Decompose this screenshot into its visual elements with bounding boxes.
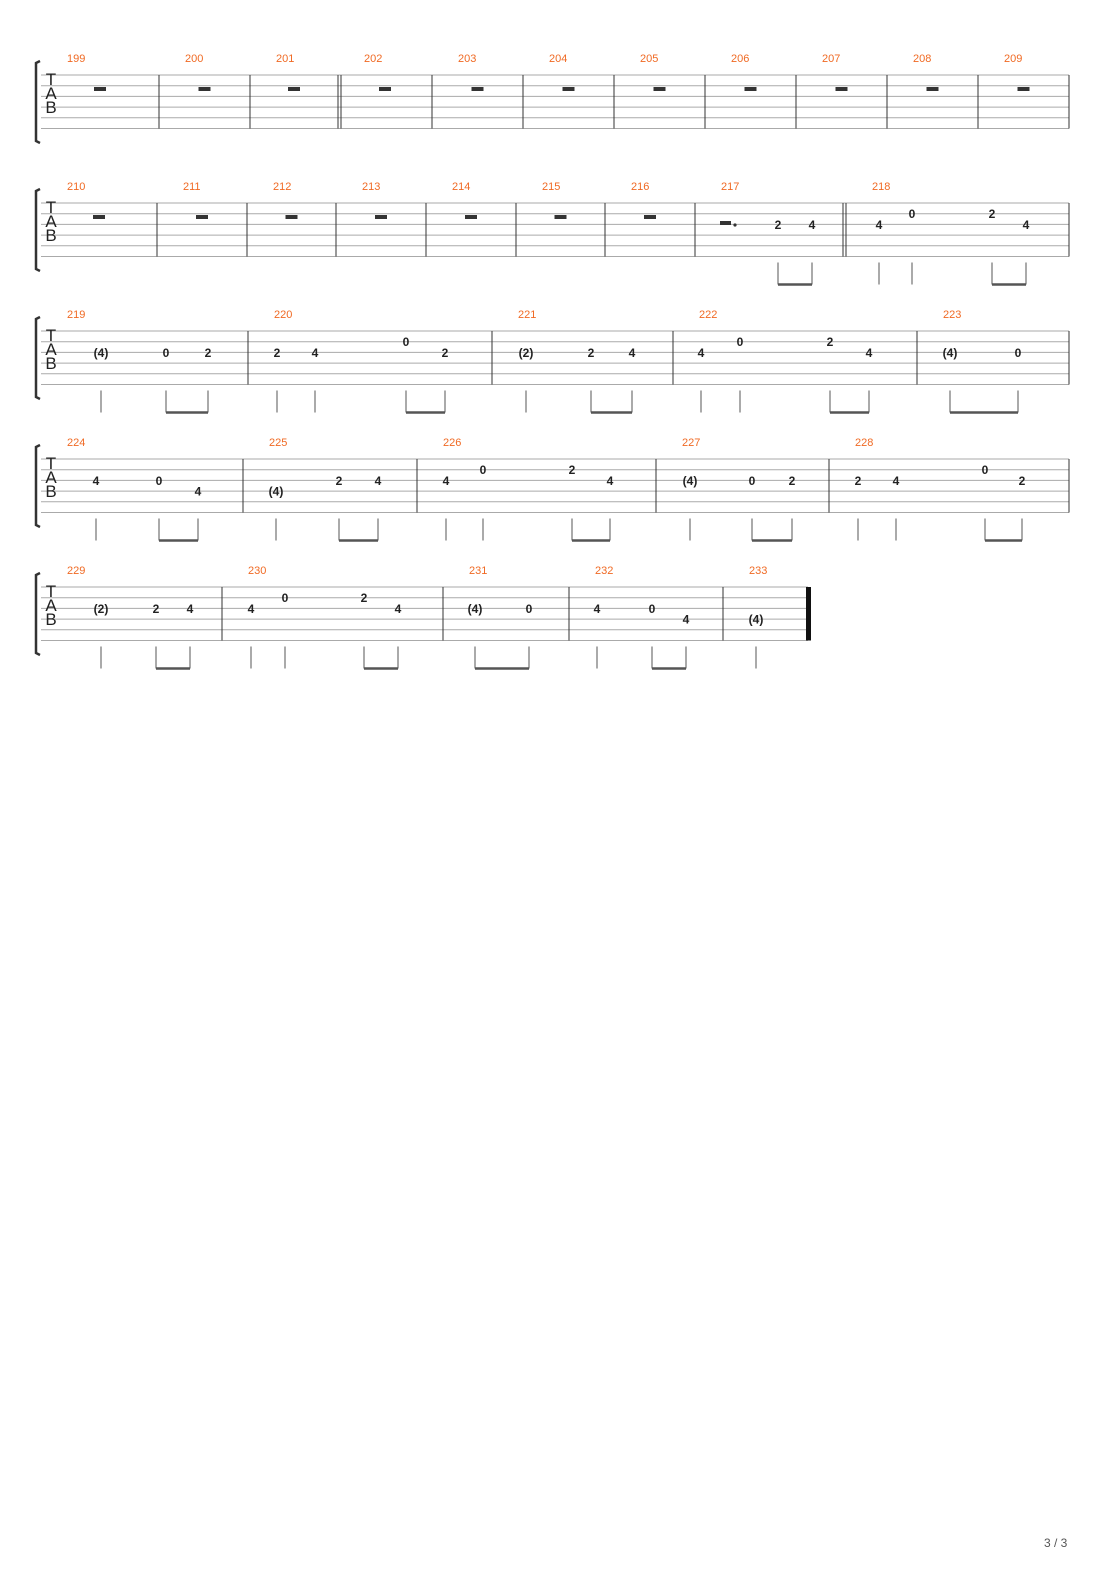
fret-number: 4	[606, 473, 614, 488]
whole-rest	[472, 87, 484, 91]
measure-number: 204	[549, 53, 568, 65]
page-number: 3 / 3	[1044, 1536, 1068, 1550]
fret-number: 4	[875, 217, 883, 232]
fret-number: 0	[1014, 345, 1022, 360]
fret-number: 0	[748, 473, 756, 488]
final-barline	[806, 587, 811, 641]
fret-number: 2	[273, 345, 281, 360]
whole-rest	[654, 87, 666, 91]
fret-number: 2	[441, 345, 449, 360]
measure-number: 207	[822, 53, 841, 65]
whole-rest	[1018, 87, 1030, 91]
rest-dot	[733, 223, 736, 226]
fret-number: 4	[892, 473, 900, 488]
fret-number: 4	[808, 217, 816, 232]
whole-rest	[745, 87, 757, 91]
measure-number: 221	[518, 309, 537, 321]
measure-number: 231	[469, 565, 488, 577]
fret-number: 2	[826, 335, 834, 350]
fret-number: (4)	[942, 345, 958, 360]
fret-number: 4	[186, 601, 194, 616]
tab-clef-letter: B	[45, 610, 57, 629]
system-bracket	[36, 573, 40, 655]
whole-rest	[379, 87, 391, 91]
measure-number: 214	[452, 181, 471, 193]
whole-rest	[199, 87, 211, 91]
fret-number: (4)	[93, 345, 109, 360]
fret-number: 2	[774, 217, 782, 232]
measure-number: 218	[872, 181, 891, 193]
fret-number: 2	[335, 473, 343, 488]
measure-number: 203	[458, 53, 477, 65]
tab-clef-letter: B	[45, 226, 57, 245]
whole-rest	[94, 87, 106, 91]
fret-number: 0	[908, 207, 916, 222]
fret-number: 4	[865, 345, 873, 360]
measure-number: 227	[682, 437, 701, 449]
fret-number: 2	[360, 591, 368, 606]
fret-number: 4	[247, 601, 255, 616]
measure-number: 211	[183, 181, 201, 193]
fret-number: 2	[568, 463, 576, 478]
tab-clef-letter: T	[45, 582, 57, 601]
fret-number: 2	[854, 473, 862, 488]
measure-number: 205	[640, 53, 659, 65]
fret-number: 4	[628, 345, 636, 360]
tab-clef-letter: T	[45, 70, 57, 89]
whole-rest	[288, 87, 300, 91]
fret-number: 0	[736, 335, 744, 350]
tab-clef-letter: B	[45, 354, 57, 373]
measure-number: 200	[185, 53, 204, 65]
fret-number: 4	[442, 473, 450, 488]
tab-clef-letter: A	[45, 340, 57, 359]
fret-number: 4	[194, 484, 202, 499]
fret-number: 2	[587, 345, 595, 360]
fret-number: 4	[394, 601, 402, 616]
measure-number: 202	[364, 53, 383, 65]
fret-number: 0	[525, 601, 533, 616]
fret-number: 0	[402, 335, 410, 350]
whole-rest	[375, 215, 387, 219]
half-rest	[720, 221, 731, 225]
tab-clef-letter: A	[45, 212, 57, 231]
tab-clef-letter: A	[45, 84, 57, 103]
system-bracket	[36, 61, 40, 143]
measure-number: 201	[276, 53, 295, 65]
measure-number: 210	[67, 181, 86, 193]
measure-number: 222	[699, 309, 718, 321]
fret-number: 2	[204, 345, 212, 360]
whole-rest	[555, 215, 567, 219]
fret-number: (2)	[518, 345, 534, 360]
whole-rest	[927, 87, 939, 91]
fret-number: 4	[92, 473, 100, 488]
tab-clef-letter: T	[45, 198, 57, 217]
measure-number: 215	[542, 181, 561, 193]
measure-number: 229	[67, 565, 86, 577]
measure-number: 230	[248, 565, 267, 577]
fret-number: 4	[682, 612, 690, 627]
measure-number: 206	[731, 53, 750, 65]
measure-number: 216	[631, 181, 650, 193]
fret-number: 4	[374, 473, 382, 488]
fret-number: 0	[981, 463, 989, 478]
fret-number: 2	[152, 601, 160, 616]
fret-number: 4	[1022, 217, 1030, 232]
measure-number: 219	[67, 309, 86, 321]
measure-number: 233	[749, 565, 768, 577]
whole-rest	[286, 215, 298, 219]
measure-number: 225	[269, 437, 288, 449]
measure-number: 208	[913, 53, 932, 65]
fret-number: 2	[1018, 473, 1026, 488]
fret-number: 4	[311, 345, 319, 360]
tab-clef-letter: A	[45, 596, 57, 615]
fret-number: 2	[988, 207, 996, 222]
whole-rest	[644, 215, 656, 219]
measure-number: 232	[595, 565, 614, 577]
measure-number: 217	[721, 181, 740, 193]
system-bracket	[36, 445, 40, 527]
fret-number: (4)	[268, 484, 284, 499]
fret-number: 4	[697, 345, 705, 360]
tab-clef-letter: T	[45, 454, 57, 473]
measure-number: 226	[443, 437, 462, 449]
whole-rest	[563, 87, 575, 91]
tab-clef-letter: B	[45, 482, 57, 501]
tab-clef-letter: A	[45, 468, 57, 487]
fret-number: (2)	[93, 601, 109, 616]
whole-rest	[93, 215, 105, 219]
measure-number: 223	[943, 309, 962, 321]
fret-number: 2	[788, 473, 796, 488]
measure-number: 213	[362, 181, 381, 193]
fret-number: 0	[162, 345, 170, 360]
tab-clef-letter: B	[45, 98, 57, 117]
whole-rest	[196, 215, 208, 219]
measure-number: 209	[1004, 53, 1023, 65]
fret-number: (4)	[467, 601, 483, 616]
measure-number: 212	[273, 181, 292, 193]
fret-number: 0	[648, 601, 656, 616]
tab-clef-letter: T	[45, 326, 57, 345]
fret-number: 0	[479, 463, 487, 478]
fret-number: 0	[155, 473, 163, 488]
fret-number: 4	[593, 601, 601, 616]
measure-number: 199	[67, 53, 86, 65]
whole-rest	[465, 215, 477, 219]
system-bracket	[36, 189, 40, 271]
fret-number: (4)	[748, 612, 764, 627]
whole-rest	[836, 87, 848, 91]
fret-number: (4)	[682, 473, 698, 488]
measure-number: 224	[67, 437, 86, 449]
fret-number: 0	[281, 591, 289, 606]
system-bracket	[36, 317, 40, 399]
measure-number: 220	[274, 309, 293, 321]
measure-number: 228	[855, 437, 874, 449]
